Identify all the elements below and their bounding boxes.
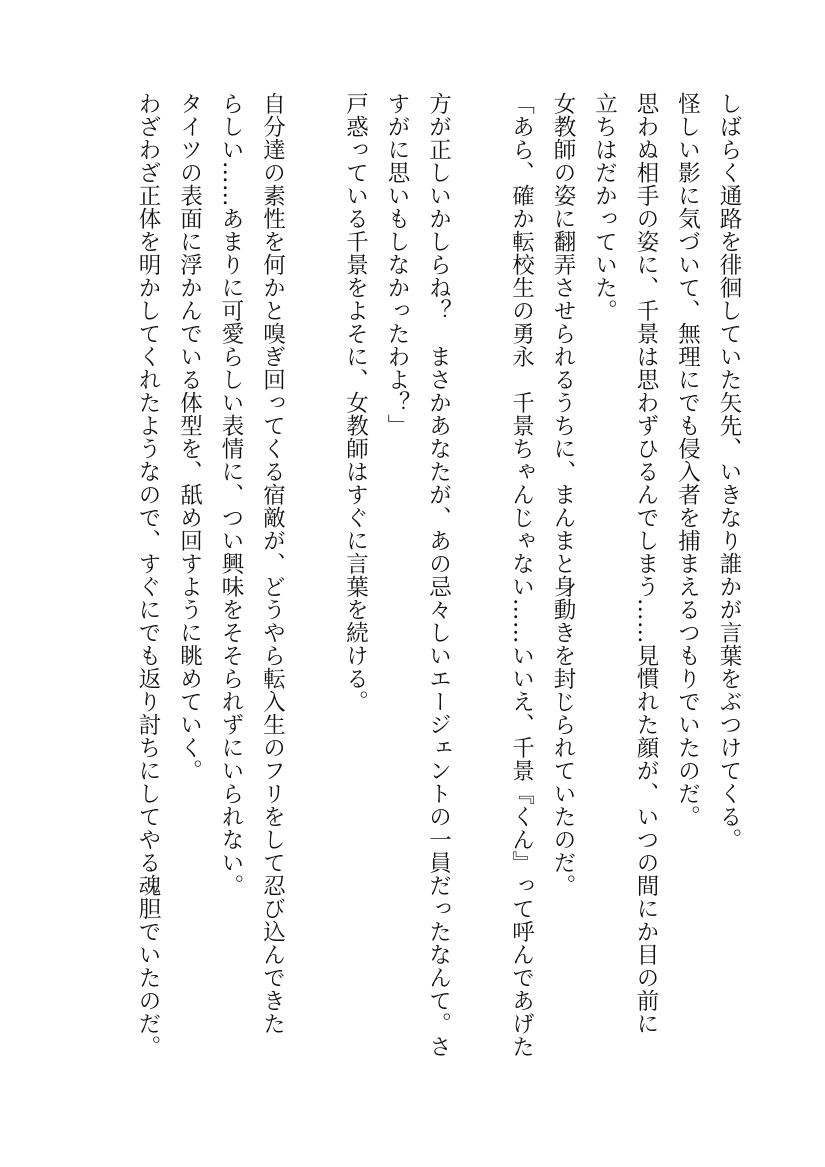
text-line: 戸惑っている千景をよそに、女教師はすぐに言葉を続ける。 [342, 92, 369, 713]
text-line: 自分達の素性を何かと嗅ぎ回ってくる宿敵が、どうやら転入生のフリをして忍び込んできた [259, 92, 286, 1035]
text-line: らしい……あまりに可愛らしい表情に、つい興味をそそられずにいられない。 [218, 92, 244, 897]
text-line: しばらく通路を徘徊していた矢先、いきなり誰かが言葉をぶつけてくる。 [716, 92, 742, 851]
dialogue-line: すがに思いもしなかったわよ？」 [384, 92, 410, 437]
vertical-text-body [127, 92, 750, 1092]
dialogue-line: 方が正しいかしらね？ まさかあなたが、あの忌々しいエージェントの一員だったなんて。さ [425, 92, 452, 1058]
text-line: タイツの表面に浮かんでいる体型を、舐め回すように眺めていく。 [176, 92, 203, 782]
text-line: 思わぬ相手の姿に、千景は思わずひるんでしまう……見慣れた顔が、いつの間にか目の前に [633, 92, 659, 1035]
dialogue-line: 「あら、確か転校生の勇永 千景ちゃんじゃない……いいえ、千景『くん』って呼んであげた [508, 92, 535, 1058]
text-line: わざわざ正体を明かしてくれたようなので、すぐにでも返り討ちにしてやる魂胆でいたのだ。 [135, 92, 161, 1058]
text-line: 女教師の姿に翻弄させられるうちに、まんまと身動きを封じられていたのだ。 [550, 92, 576, 897]
text-line: 怪しい影に気づいて、無理にでも侵入者を捕まえるつもりでいたのだ。 [674, 92, 701, 828]
text-line: 立ちはだかっていた。 [591, 92, 618, 322]
